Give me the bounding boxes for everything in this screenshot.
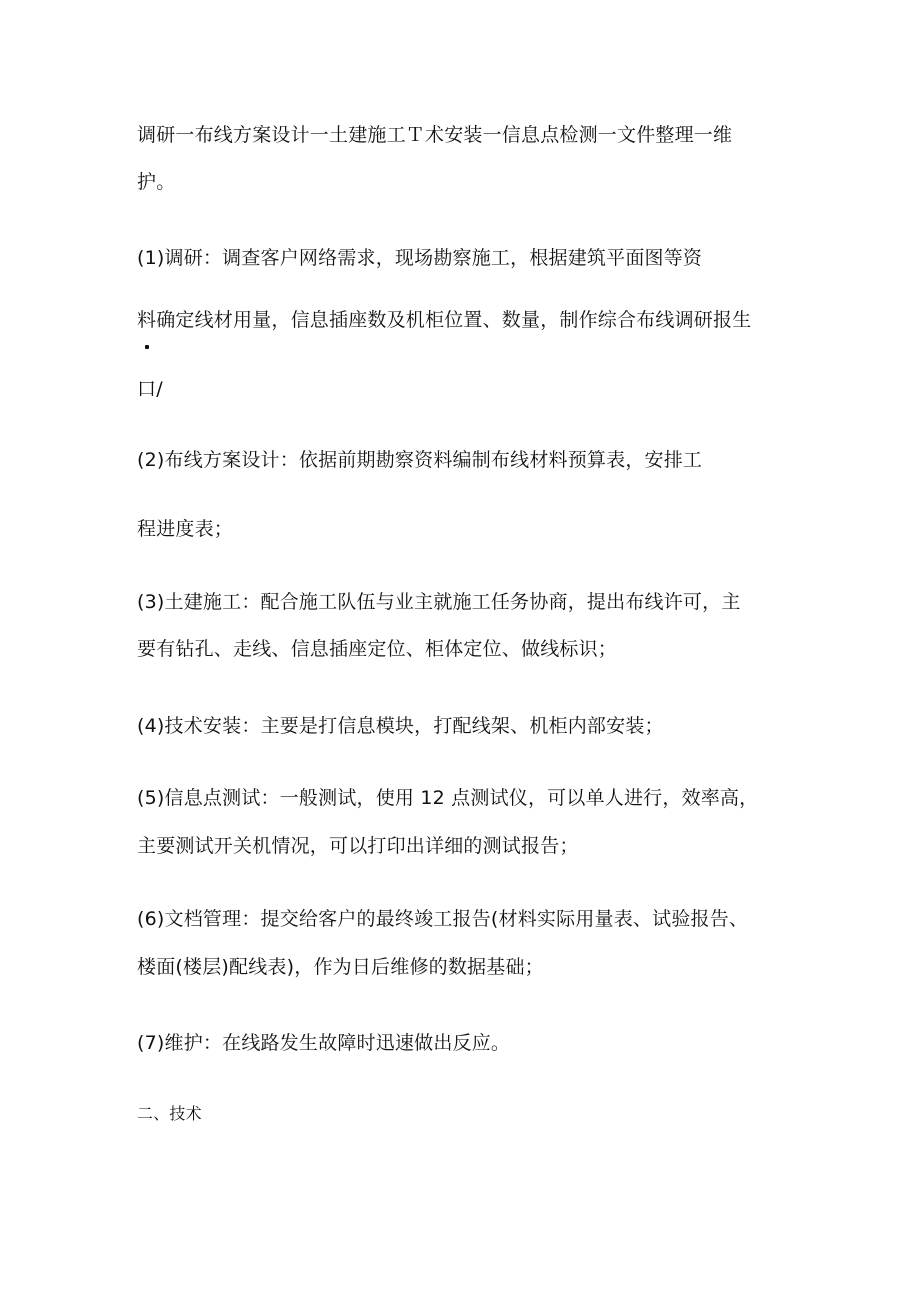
text-line-1: 调研一布线方案设计一土建施工Ｔ术安装一信息点检测一文件整理一维 bbox=[137, 124, 733, 146]
text-line-2: 护。 bbox=[137, 171, 176, 193]
text-line-9: 要有钻孔、走线、信息插座定位、柜体定位、做线标识； bbox=[137, 638, 618, 660]
text-line-15: (7)维护：在线路发生故障时迅速做出反应。 bbox=[137, 1032, 511, 1054]
text-line-6: (2)布线方案设计：依据前期勘察资料编制布线材料预算表，安排工 bbox=[137, 449, 703, 471]
text-line-8: (3)土建施工：配合施工队伍与业主就施工任务协商，提出布线许可，主 bbox=[137, 591, 741, 613]
text-line-13: (6)文档管理：提交给客户的最终竣工报告(材料实际用量表、试验报告、 bbox=[137, 908, 749, 930]
section-heading: 二、技术 bbox=[137, 1104, 202, 1123]
text-line-11: (5)信息点测试：一般测试，使用 12 点测试仪，可以单人进行，效率高， bbox=[137, 787, 759, 809]
stray-dot bbox=[145, 345, 149, 349]
text-line-14: 楼面(楼层)配线表)，作为日后维修的数据基础； bbox=[137, 956, 544, 978]
text-line-4: 料确定线材用量，信息插座数及机柜位置、数量，制作综合布线调研报生 bbox=[137, 309, 752, 331]
text-line-10: (4)技术安装：主要是打信息模块，打配线架、机柜内部安装； bbox=[137, 715, 664, 737]
text-line-5: 口/ bbox=[137, 378, 163, 400]
text-line-7: 程进度表； bbox=[137, 518, 234, 540]
text-line-3: (1)调研：调查客户网络需求，现场勘察施工，根据建筑平面图等资 bbox=[137, 247, 703, 269]
text-line-12: 主要测试开关机情况，可以打印出详细的测试报告； bbox=[137, 835, 579, 857]
